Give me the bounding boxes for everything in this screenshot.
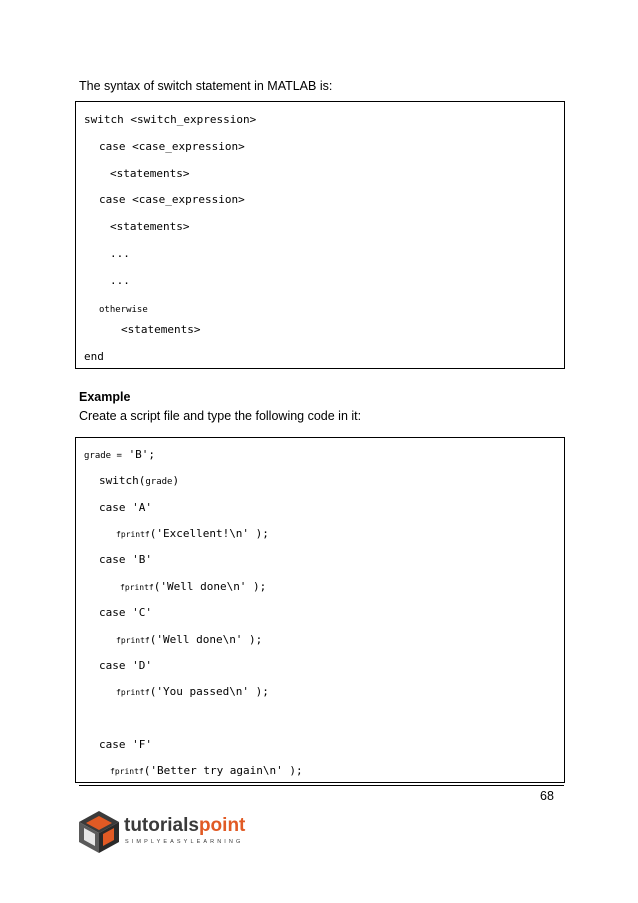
logo-tagline: SIMPLYEASYLEARNING bbox=[125, 839, 244, 845]
code-token: ('Well done\n' ); bbox=[153, 580, 267, 593]
otherwise-keyword: otherwise bbox=[99, 305, 148, 315]
code-token: ('Well done\n' ); bbox=[149, 633, 263, 646]
code-line: case 'D' bbox=[99, 659, 152, 672]
code-line bbox=[110, 765, 303, 776]
code-line: <statements> bbox=[110, 220, 190, 233]
example-code-block bbox=[75, 437, 565, 783]
logo-wordmark: tutorialspoint bbox=[124, 815, 246, 836]
code-line bbox=[120, 581, 266, 592]
code-line: <statements> bbox=[121, 323, 201, 336]
code-token: 'B'; bbox=[128, 448, 156, 461]
code-line: ... bbox=[110, 247, 130, 260]
code-line: case 'C' bbox=[99, 606, 152, 619]
code-line: case <case_expression> bbox=[99, 193, 245, 206]
code-line: end bbox=[84, 350, 104, 363]
code-line: case 'F' bbox=[99, 738, 152, 751]
code-token: ) bbox=[172, 474, 180, 487]
code-line: case 'B' bbox=[99, 553, 152, 566]
code-token: grade bbox=[145, 477, 173, 487]
code-line bbox=[99, 303, 148, 315]
page-number: 68 bbox=[540, 789, 554, 803]
logo-graphic bbox=[76, 809, 276, 855]
footer-divider bbox=[79, 785, 564, 786]
code-line: <statements> bbox=[110, 167, 190, 180]
example-intro: Create a script file and type the following code in it: bbox=[79, 409, 362, 423]
code-line: case 'A' bbox=[99, 501, 152, 514]
code-line: switch <switch_expression> bbox=[84, 113, 257, 126]
syntax-code-block bbox=[75, 101, 565, 369]
code-line bbox=[116, 528, 269, 539]
code-line bbox=[116, 634, 262, 645]
code-line bbox=[84, 449, 155, 461]
code-line: ... bbox=[110, 274, 130, 287]
code-token: ('Better try again\n' ); bbox=[143, 764, 303, 777]
cube-icon bbox=[79, 811, 119, 853]
code-token: grade = bbox=[84, 451, 122, 461]
code-line bbox=[116, 686, 269, 697]
code-token: fprintf bbox=[116, 688, 150, 697]
code-token: fprintf bbox=[116, 636, 150, 645]
code-line: case <case_expression> bbox=[99, 140, 245, 153]
tutorialspoint-logo bbox=[76, 809, 276, 855]
code-token: fprintf bbox=[116, 530, 150, 539]
code-token: fprintf bbox=[110, 767, 144, 776]
intro-text: The syntax of switch statement in MATLAB is: bbox=[79, 79, 333, 93]
code-token: ('Excellent!\n' ); bbox=[149, 527, 269, 540]
code-token: switch( bbox=[99, 474, 146, 487]
example-heading: Example bbox=[79, 390, 131, 404]
code-token: fprintf bbox=[120, 583, 154, 592]
code-line bbox=[99, 475, 179, 487]
code-token: ('You passed\n' ); bbox=[149, 685, 269, 698]
